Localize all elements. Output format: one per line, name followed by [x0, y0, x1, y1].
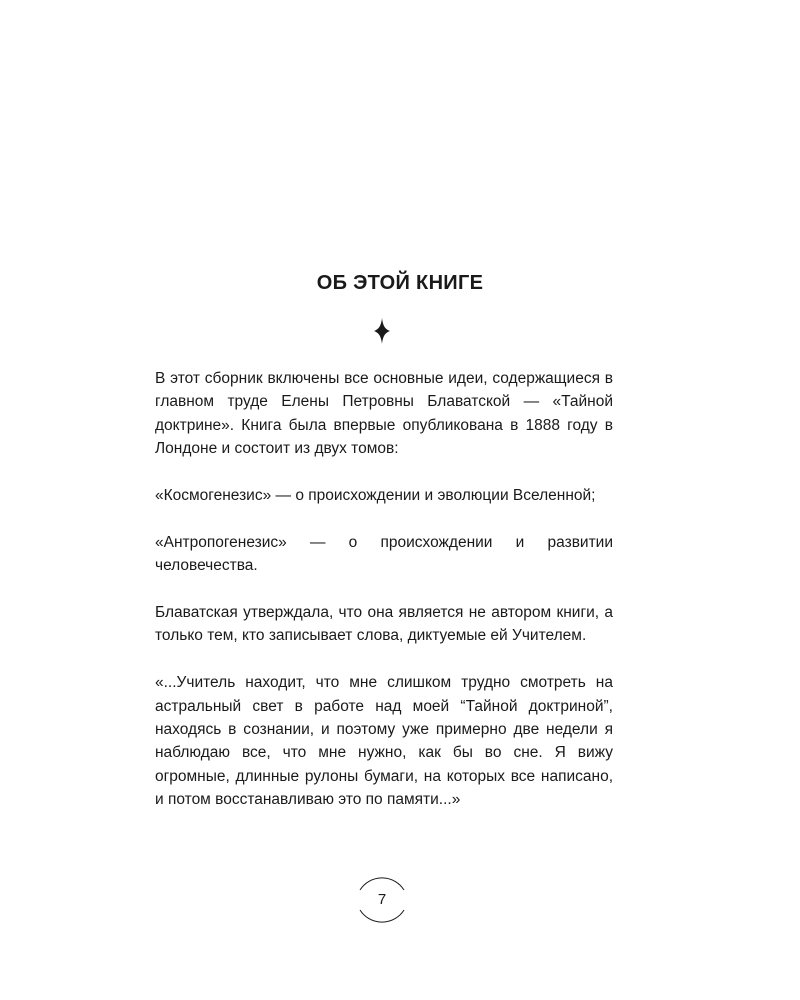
- paragraph-authorship: Блаватская утверждала, что она является не автором книги, а только тем, кто записывает слова, диктуемые ей Учителем.: [155, 604, 613, 645]
- paragraph-volume-1: «Космогенезис» — о происхождении и эволюции Вселенной;: [155, 487, 596, 505]
- paragraph-intro: В этот сборник включены все основные идеи, содержащиеся в главном труде Елены Петровны Блаватской — «Тайной доктрине». Книга была впервые опубликована в 1888 году в Лондоне и состоит из двух томов:: [155, 370, 613, 458]
- paragraph-volume-2: «Антропогенезис» — о происхождении и развитии человечества.: [155, 533, 613, 575]
- page-number: 7: [377, 891, 387, 908]
- page-title: ОБ ЭТОЙ КНИГЕ: [316, 272, 484, 294]
- body-text: [155, 367, 613, 812]
- diamond-star-icon: [374, 318, 390, 344]
- paragraph-quote: «...Учитель находит, что мне слишком трудно смотреть на астральный свет в работе над моей “Тайной доктриной”, находясь в сознании, и поэтому уже примерно две недели я наблюдаю все, что мне нужно, как бы во сне. Я вижу огромные, длинные рулоны бумаги, на которых все написано, и потом восстанавливаю это по памяти...»: [155, 674, 613, 809]
- page-number-badge: [352, 872, 412, 928]
